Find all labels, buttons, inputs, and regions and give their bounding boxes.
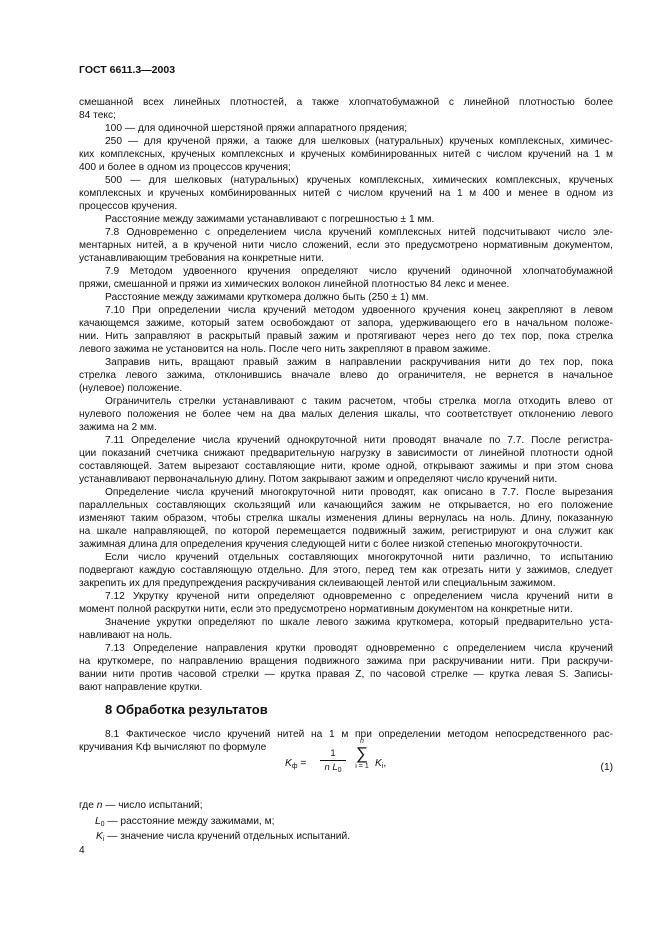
where-item (79, 831, 350, 847)
text-line: зажима на 2 мм. (79, 422, 157, 433)
formula-tail: , (383, 758, 387, 769)
text-line: вании нити против часовой стрелки — крутка правая Z, по часовой стрелке — крутка левая S. Записы- (79, 669, 613, 680)
text-line: на круткомере, по направлению вращения подвижного зажима при раскручивании нити. При раскручи- (79, 656, 613, 667)
sum-lower: i = 1 (355, 763, 369, 770)
where-prefix: где (79, 800, 97, 811)
sum-symbol: ∑ (355, 744, 369, 763)
text-line: 7.9 Методом удвоенного кручения определяют число кручений одиночной хлопчатобумажной (105, 266, 613, 277)
formula-1 (0, 738, 661, 794)
text-line: кручивания Kф вычисляют по формуле (79, 742, 267, 753)
paragraph (79, 434, 613, 486)
text-line: 7.10 При определении числа кручений методом удвоенного кручения конец закрепляют в левом (105, 305, 613, 316)
where-symbol: K (96, 831, 103, 842)
text-line: составляющей. Затем вырезают составляющие нити, кроме одной, открывают зажимы и при этом снова (79, 461, 613, 472)
text-line: 7.8 Одновременно с определением числа кручений комплексных нитей подсчитывают число эле- (105, 227, 613, 238)
where-item (79, 800, 350, 816)
text-line: нулевого положения не более чем на два малых деления шкалы, что соответствует отклонению левого (79, 409, 613, 420)
text-line: 7.13 Определение направления крутки проводят одновременно с определением числа кручений (105, 643, 613, 654)
paragraph (79, 486, 613, 551)
paragraph (79, 122, 613, 135)
text-line: качающемся зажиме, который затем освобождают от запора, удерживающего его в начальном положе- (79, 318, 613, 329)
text-line: 500 — для шелковых (натуральных) крученых комплексных, химических комплексных, крученых (105, 175, 613, 186)
text-line: закрепить их для предупреждения раскручивания склеивающей лентой или специальным зажимом. (79, 578, 556, 589)
where-item (79, 816, 350, 832)
text-line: (нулевое) положение. (79, 383, 183, 394)
paragraph (79, 304, 613, 356)
text-line: комплексных и крученых комбинированных нитей с числом кручений на 1 м 400 и менее в одном из (79, 188, 613, 199)
paragraph (79, 551, 613, 590)
text-line: ментарных нитей, а в крученой нити число сложений, если это предусмотрено нормативным документом, (79, 240, 613, 251)
text-line: Расстояние между зажимами круткомера должно быть (250 ± 1) мм. (105, 292, 429, 303)
text-line: левого зажима не установится на ноль. После чего нить закрепляют в правом зажиме. (79, 344, 491, 355)
text-line: ких комплексных, крученых комплексных и крученых комбинированных нитей с числом кручений на 1 м (79, 149, 613, 160)
text-line: 250 — для крученой пряжи, а также для шелковых (натуральных) крученых комплексных, химичес- (105, 136, 613, 147)
text-line: процессов кручения. (79, 201, 178, 212)
text-line: пряжи, смешанной и пряжи из химических волокон линейной плотностью 84 лекс и менее. (79, 279, 510, 290)
text-line: устанавливают первоначальную длину. Потом закрывают зажим и определяют число кручений нити. (79, 474, 558, 485)
formula-term: K (375, 758, 382, 769)
paragraph (79, 395, 613, 434)
text-line: Значение укрутки определяют по шкале левого зажима круткомера, который предварительно уста- (105, 617, 613, 628)
paragraph (79, 226, 613, 265)
where-sub: i (102, 836, 105, 843)
text-line: 84 текс; (79, 110, 116, 121)
document-body (79, 96, 613, 694)
document-header: ГОСТ 6611.3—2003 (79, 64, 176, 76)
text-line: стрелка левого зажима, отклонившись вначале влево до ограничителя, не вернется в начальное (79, 370, 613, 381)
sum-upper: n (360, 738, 364, 745)
paragraph (79, 291, 613, 304)
where-list (79, 800, 350, 847)
paragraph (79, 135, 613, 174)
text-line: 400 и более в одном из процессов кручения; (79, 162, 291, 173)
text-line: момент полной раскрутки нити, если это предусмотрено нормативным документом на конкретные нити. (79, 604, 573, 615)
text-line: параллельных составляющих скользящий или качающийся зажим не открывается, но его положение (79, 500, 613, 511)
text-line: 7.12 Укрутку крученой нити определяют одновременно с определением числа кручений нити в (105, 591, 613, 602)
text-line: Определение числа кручений многокруточной нити проводят, как описано в 7.7. После вырезания (105, 487, 613, 498)
page-number: 4 (79, 845, 85, 856)
text-line: вают направление крутки. (79, 682, 203, 693)
text-line: Если число кручений отдельных составляющих многокруточной нити различно, то испытанию (105, 552, 613, 563)
where-symbol: L (95, 815, 101, 827)
paragraph (79, 96, 613, 122)
text-line: устанавливающим требования на конкретные нити. (79, 253, 324, 264)
text-line: изменяют таким образом, чтобы стрелка шкалы изменения длины вернулась на ноль. Длину, показанную (79, 513, 613, 524)
formula-term-sub: i (381, 763, 384, 770)
text-line: навливают на ноль. (79, 630, 173, 641)
text-line: Заправив нить, вращают правый зажим в направлении раскручивания нити до тех пор, пока (105, 357, 613, 368)
where-text: — расстояние между зажимами, м; (104, 815, 275, 827)
paragraph (79, 265, 613, 291)
text-line: подвергают каждую составляющую отдельно. Для этого, перед тем как отрезать нити у зажимов, следует (79, 565, 613, 576)
text-line: смешанной всех линейных плотностей, а также хлопчатобумажной с линейной плотностью более (79, 97, 613, 108)
formula-numerator: 1 (320, 747, 346, 761)
paragraph (79, 642, 613, 694)
section-heading: 8 Обработка результатов (105, 702, 268, 717)
text-line: зажимная длина для определения кручения следующей нити с более низкой степенью многокруточности. (79, 539, 583, 550)
text-line: Ограничитель стрелки устанавливают с таким расчетом, чтобы стрелка могла отходить влево от (105, 396, 613, 407)
paragraph (79, 356, 613, 395)
formula-lhs: K (285, 758, 292, 769)
paragraph (79, 213, 613, 226)
where-text: — число испытаний; (102, 800, 203, 811)
formula-denominator: n L (324, 762, 338, 773)
text-line: нии. Нить заправляют в раскрытый правый зажим и протягивают через него до тех пор, пока стрелка (79, 331, 613, 342)
paragraph (79, 590, 613, 616)
where-symbol: n (96, 800, 103, 811)
text-line: на шкале направляющей, по которой перемещается подвижный зажим, регистрируют и она служит как (79, 526, 613, 537)
formula-lhs-sub: ф (291, 763, 298, 770)
where-text: — значение числа кручений отдельных испытаний. (104, 831, 351, 842)
text-line: 8.1 Фактическое число кручений нитей на 1 м при определении методом непосредственного рас- (105, 729, 613, 740)
text-line: 100 — для одиночной шерстяной пряжи аппаратного прядения; (105, 123, 408, 134)
formula-den-sub: 0 (337, 767, 342, 774)
text-line: Расстояние между зажимами устанавливают с погрешностью ± 1 мм. (105, 214, 435, 225)
text-line: 7.11 Определение числа кручений однокруточной нити проводят вначале по 7.7. После регистра- (105, 435, 613, 446)
paragraph (79, 174, 613, 213)
formula-eq: = (300, 758, 307, 769)
paragraph (79, 616, 613, 642)
where-sub: 0 (100, 820, 105, 828)
text-line: ции показаний счетчика снижают предварительную нагрузку в зависимости от линейной плотности одной (79, 448, 613, 459)
formula-number: (1) (600, 762, 613, 773)
